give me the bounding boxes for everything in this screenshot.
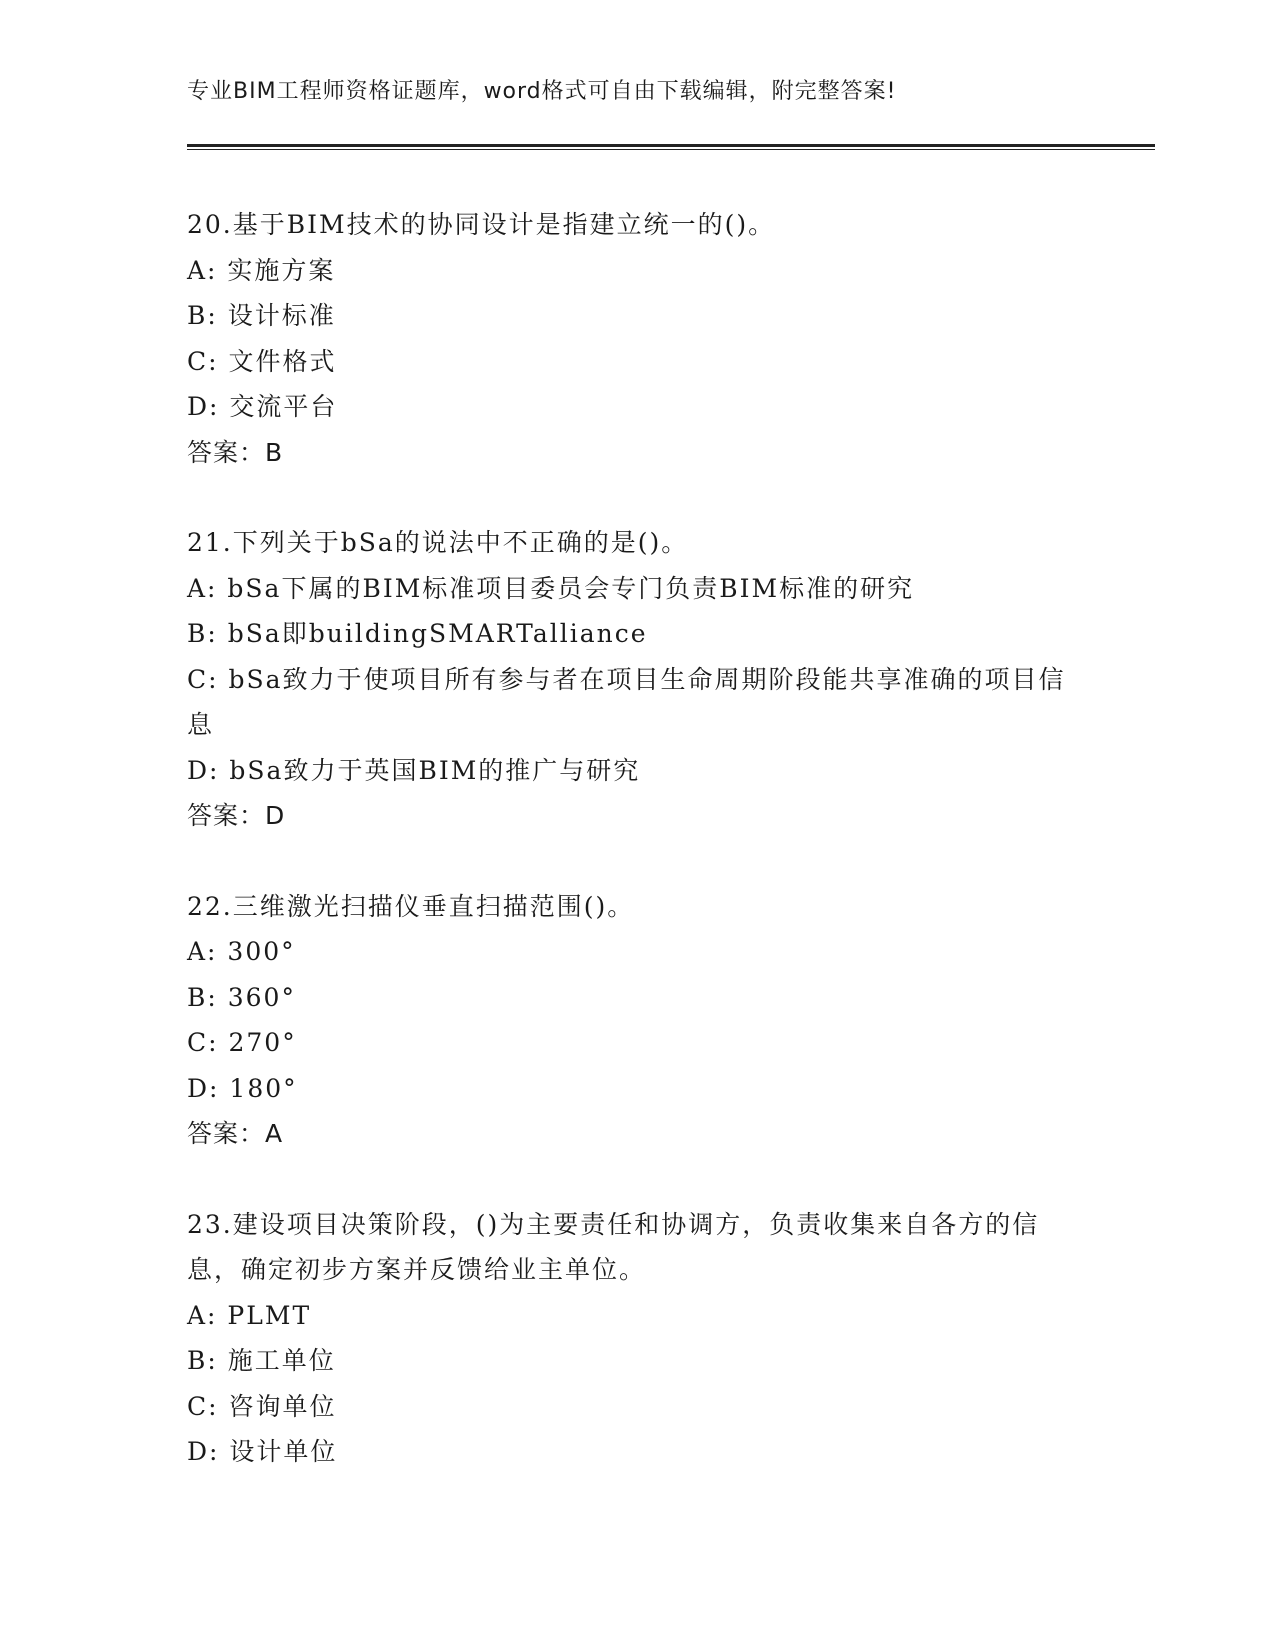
option-a: A: PLMT — [187, 1300, 312, 1330]
question-stem: 21.下列关于bSa的说法中不正确的是()。 — [187, 528, 689, 557]
question-stem: 20.基于BIM技术的协同设计是指建立统一的()。 — [187, 210, 776, 239]
option-d: D: 交流平台 — [187, 392, 338, 421]
option-a: A: bSa下属的BIM标准项目委员会专门负责BIM标准的研究 — [187, 573, 915, 603]
question-list — [187, 202, 1087, 1520]
option-a: A: 300° — [187, 937, 296, 966]
question-23 — [187, 1202, 1087, 1475]
question-22 — [187, 884, 1087, 1157]
option-b: B: 360° — [187, 982, 296, 1012]
option-d: D: bSa致力于英国BIM的推广与研究 — [187, 755, 641, 785]
option-c: C: 文件格式 — [187, 346, 337, 376]
option-d: D: 设计单位 — [187, 1437, 338, 1466]
header-divider — [187, 144, 1155, 150]
answer-line: 答案：D — [187, 801, 286, 830]
header-text: 专业BIM工程师资格证题库，word格式可自由下载编辑，附完整答案! — [187, 79, 897, 104]
option-a: A: 实施方案 — [187, 255, 336, 285]
answer-line: 答案：B — [187, 437, 284, 467]
question-stem: 22.三维激光扫描仪垂直扫描范围()。 — [187, 891, 635, 921]
option-c: C: 270° — [187, 1028, 297, 1057]
question-21 — [187, 520, 1087, 839]
option-b: B: bSa即buildingSMARTalliance — [187, 619, 648, 648]
option-b: B: 施工单位 — [187, 1346, 336, 1375]
question-stem: 23.建设项目决策阶段，()为主要责任和协调方，负责收集来自各方的信息，确定初步方案并反馈给业主单位。 — [187, 1209, 1040, 1284]
option-b: B: 设计标准 — [187, 301, 336, 330]
option-c: C: bSa致力于使项目所有参与者在项目生命周期阶段能共享准确的项目信息 — [187, 664, 1066, 739]
answer-line: 答案：A — [187, 1119, 284, 1148]
option-c: C: 咨询单位 — [187, 1391, 337, 1421]
question-20 — [187, 202, 1087, 475]
option-d: D: 180° — [187, 1073, 298, 1103]
